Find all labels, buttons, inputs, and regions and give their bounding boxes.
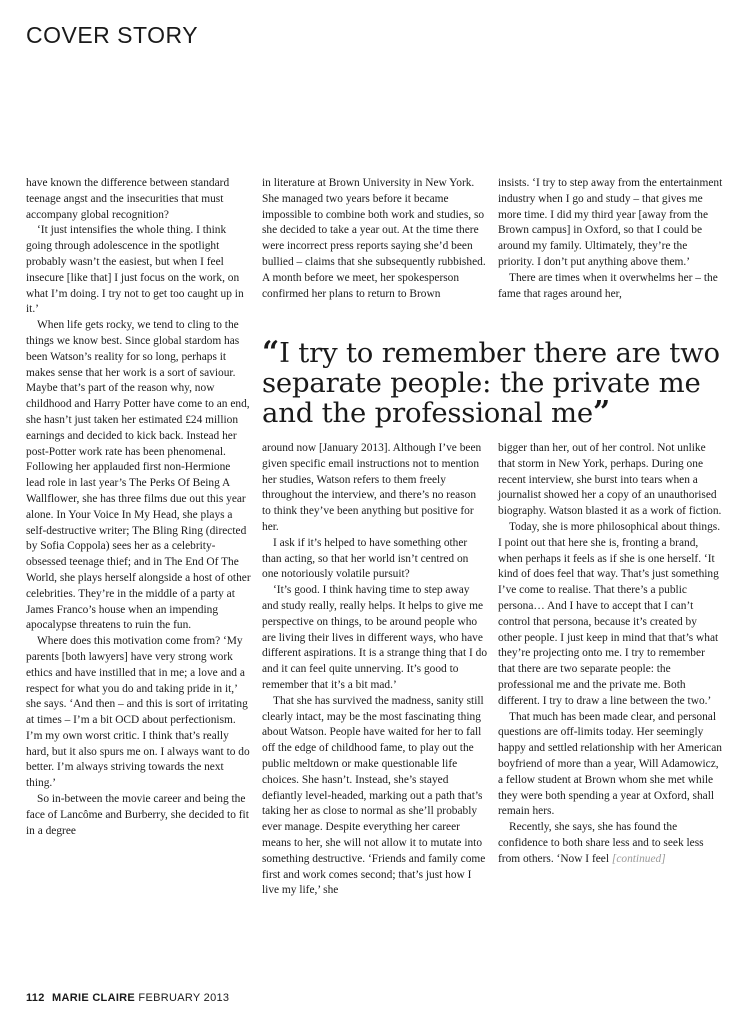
paragraph: around now [January 2013]. Although I’ve been given specific email instructions not to mention her studies, Watson refers to them freely throughout the interview, and there’s no reason to think they’ve been anything but positive for her. — [262, 442, 482, 533]
paragraph: in literature at Brown University in New York. She managed two years before it became impossible to combine both work and studies, so she decided to take a year out. At the time there were incorrect press reports saying she’d been bullied – claims that she subsequently rubbished. A month before we meet, her spokesperson confirmed her plans to return to Brown — [262, 177, 486, 300]
paragraph: That much has been made clear, and personal questions are off-limits today. Her seemingly happy and settled relationship with her American boyfriend of more than a year, Will Adamowicz, a fellow student at Brown whom she met while they were both spending a year at Oxford, shall remain hers. — [498, 710, 722, 818]
paragraph: So in-between the movie career and being the face of Lancôme and Burberry, she decided to fit in a degree — [26, 793, 249, 837]
column-3-bottom — [498, 441, 723, 868]
paragraph: bigger than her, out of her control. Not unlike that storm in New York, perhaps. During one recent interview, she burst into tears when a journalist showed her a copy of an unauthorised biography. Watson blasted it as a work of fiction. — [498, 442, 722, 518]
paragraph: Today, she is more philosophical about things. I point out that here she is, fronting a brand, when perhaps it feels as if she is one herself. ‘It kind of does feel that way. That’s just something I’ve come to realise. That there’s a public persona… And I have to accept that I can’t control that persona, because it’s created by other people. I just keep in mind that that’s what they’re projecting onto me. I try to remember that there are two separate people: the professional me and the private me. Both different. I try to draw a line between the two.’ — [498, 520, 721, 707]
column-2-bottom — [262, 441, 487, 899]
section-header: COVER STORY — [26, 22, 199, 48]
continued-label[interactable]: [continued] — [611, 852, 666, 865]
close-quote-mark: ” — [592, 395, 611, 430]
pull-quote-text: I try to remember there are two separate people: the private me and the professional me — [262, 337, 720, 429]
paragraph-text: Recently, she says, she has found the confidence to both share less and to seek less from others. ‘Now I feel — [498, 821, 704, 865]
column-1 — [26, 176, 251, 839]
issue-date: FEBRUARY 2013 — [138, 992, 230, 1004]
paragraph — [498, 820, 723, 867]
paragraph: ‘It just intensifies the whole thing. I think going through adolescence in the spotlight probably wasn’t the easiest, but when I feel insecure [like that] I just focus on the work, on what I’m doing. I try not to get too caught up in it.’ — [26, 224, 244, 316]
paragraph: That she has survived the madness, sanity still clearly intact, may be the most fascinating thing about Watson. People have waited for her to fall off the edge of childhood fame, to play out the public meltdown or make questionable life choices. She hasn’t. Instead, she’s stayed defiantly level-headed, marking out a path that’s taking her as close to normal as she’ll probably ever manage. Despite everything her career means to her, she will not allow it to mutate into something destructive. ‘Friends and family come first and work comes second; that’s just how I live my life,’ she — [262, 694, 486, 897]
column-3-top — [498, 176, 723, 302]
column-2-top — [262, 176, 487, 302]
paragraph: I ask if it’s helped to have something other than acting, so that her world isn’t centred on one notoriously volatile pursuit? — [262, 536, 469, 581]
open-quote-mark: “ — [262, 335, 280, 370]
paragraph: There are times when it overwhelms her – the fame that rages around her, — [498, 271, 718, 300]
paragraph: have known the difference between standard teenage angst and the insecurities that must accompany global recognition? — [26, 177, 230, 221]
pull-quote — [262, 335, 732, 430]
paragraph: Where does this motivation come from? ‘My parents [both lawyers] have very strong work ethics and have instilled that in me; a love and a respect for what you do and taking pride in it,’ she says. ‘And then – and this is sort of irritating at times – I’m a bit OCD about perfectionism. I’m my own worst critic. I think that’s really hard, but it also spurs me on. I always want to do better. I’m always striving towards the next thing.’ — [26, 635, 250, 790]
paragraph: When life gets rocky, we tend to cling to the things we know best. Since global stardom has been Watson’s reality for so long, perhaps it makes sense that her work is a sort of saviour. Maybe that’s part of the reason why, now childhood and Harry Potter have come to an end, she hasn’t just taken her estimated £24 million earnings and decided to kick back. Instead her post-Potter work rate has been phenomenal. Following her applauded first non-Hermione lead role in last year’s The Perks Of Being A Wallflower, she has three films due out this year alone. In Your Voice In My Head, she plays a self-destructive writer; The Bling Ring (directed by Sofia Coppola) sees her as a celebrity-obsessed teenage thief; and in The End Of The World, she plays herself alongside a host of other celebrities. They’re in the middle of a party at James Franco’s house when an impending apocalypse threatens to ruin the fun. — [26, 319, 251, 632]
paragraph: ‘It’s good. I think having time to step away and study really, really helps. It helps to give me perspective on things, to be around people who are living their lives in different ways, who have different aspirations. It is a strange thing that I do and it can feel quite unnerving. It’s good to remember that it’s a bit mad.’ — [262, 584, 488, 691]
paragraph: insists. ‘I try to step away from the entertainment industry when I go and study – that gives me more time. I did my third year [away from the Brown campus] in Oxford, so that I could be around my family. Ultimately, they’re the priority. I don’t put anything above them.’ — [498, 177, 723, 268]
page-number: 112 — [26, 992, 45, 1004]
magazine-name: MARIE CLAIRE — [52, 992, 136, 1004]
page-footer — [26, 992, 229, 1004]
